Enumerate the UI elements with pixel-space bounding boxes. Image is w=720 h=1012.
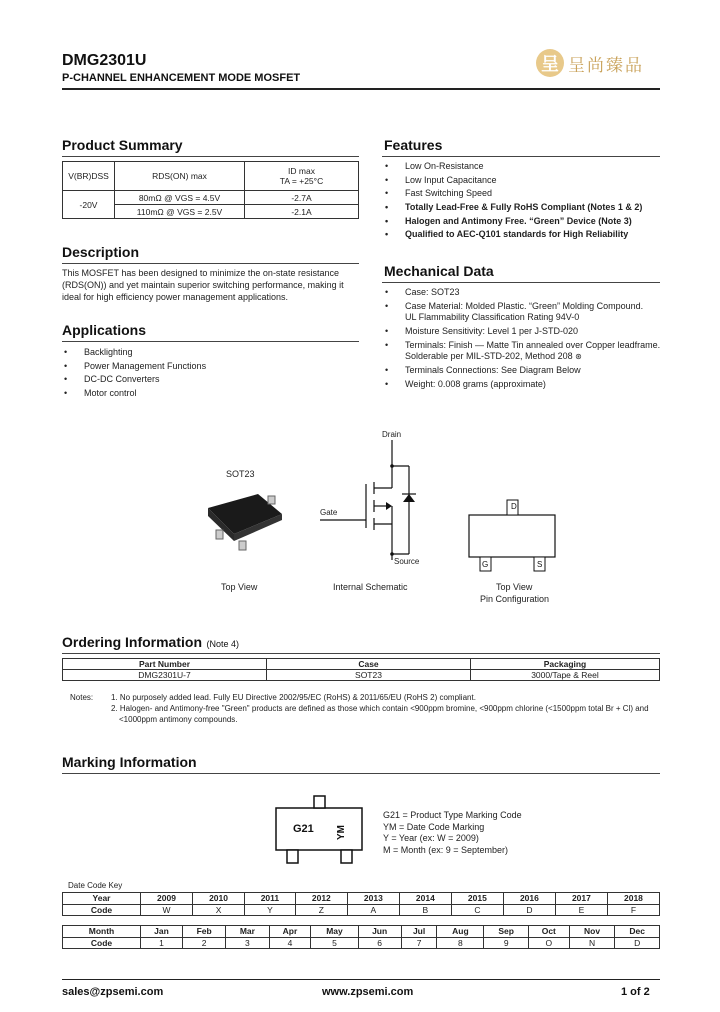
list-item: • Case: SOT23 [383, 286, 660, 300]
schematic-label: Internal Schematic [333, 582, 408, 592]
month-code-table [62, 925, 660, 949]
section-divider [62, 156, 359, 157]
rds-value: 110mΩ @ VGS = 2.5V [115, 205, 245, 219]
id-value: -2.7A [245, 191, 359, 205]
list-item: • Totally Lead-Free & Fully RoHS Compliant (Notes 1 & 2) [383, 201, 642, 215]
source-label: Source [394, 557, 420, 566]
gate-label: Gate [320, 508, 338, 517]
list-item: • Weight: 0.008 grams (approximate) [383, 378, 660, 392]
date-code-key-label: Date Code Key [68, 881, 123, 890]
table-row: DMG2301U-7 SOT23 3000/Tape & Reel [63, 670, 660, 681]
page-number: 1 of 2 [621, 986, 650, 998]
notes-label: Notes: [70, 693, 94, 702]
table-row: Month Jan Feb Mar Apr May Jun Jul Aug Sep Oct Nov Dec [63, 926, 660, 938]
list-item: • Moisture Sensitivity: Level 1 per J-STD-020 [383, 325, 660, 339]
pin-s-label: S [537, 560, 543, 569]
chip-marking-code: G21 [293, 823, 314, 835]
section-divider [62, 263, 359, 264]
marking-title: Marking Information [62, 754, 197, 770]
col-id: ID max TA = +25°C [245, 162, 359, 191]
section-divider [62, 773, 660, 774]
page-title: DMG2301U [62, 52, 147, 69]
table-row: Code 1 2 3 4 5 6 7 8 9 O N D [63, 937, 660, 949]
ordering-title-group [62, 634, 239, 652]
rds-value: 80mΩ @ VGS = 4.5V [115, 191, 245, 205]
col-rds: RDS(ON) max [115, 162, 245, 191]
footer-email-link[interactable]: sales@zpsemi.com [62, 986, 164, 998]
product-summary-title: Product Summary [62, 137, 183, 153]
footer-website-link[interactable]: www.zpsemi.com [322, 986, 414, 998]
pin-d-label: D [511, 502, 517, 511]
vbr-value: -20V [63, 191, 115, 219]
mechanical-list [383, 286, 660, 392]
logo-icon: 呈 [536, 49, 564, 77]
top-view-label: Top View [221, 582, 258, 592]
pin-config-label: Pin Configuration [480, 594, 550, 604]
chip-date-code: YM [336, 825, 347, 840]
table-row: Year 2009 2010 2011 2012 2013 2014 2015 2016 2017 2018 [63, 893, 660, 905]
marking-chip-drawing [274, 794, 366, 868]
list-item: • Motor control [62, 387, 206, 401]
notes-list: 1. No purposely added lead. Fully EU Directive 2002/95/EC (RoHS) & 2011/65/EU (RoHS 2) compliant. 2. Halogen- and Antimony-free "Green" products are defined as those which contain <900ppm bromine, <900ppm chlorine (<1500ppm total Br + Cl) and <1000ppm antimony compounds. [111, 693, 649, 724]
marking-legend: G21 = Product Type Marking Code YM = Date Code Marking Y = Year (ex: W = 2009) M = Month (ex: 9 = September) [383, 810, 522, 855]
features-list [383, 160, 642, 242]
sot23-label: SOT23 [226, 469, 255, 479]
list-item: • Terminals: Finish — Matte Tin annealed over Copper leadframe. [383, 339, 660, 353]
footer-divider [62, 979, 660, 980]
list-item-continued: Solderable per MIL-STD-202, Method 208 ⊛ [405, 351, 582, 362]
internal-schematic [316, 436, 426, 561]
features-title: Features [384, 137, 443, 153]
table-row: Code W X Y Z A B C D E F [63, 904, 660, 916]
list-item: • Low On-Resistance [383, 160, 642, 174]
list-item: • DC-DC Converters [62, 373, 206, 387]
list-item: • Case Material: Molded Plastic. “Green” Molding Compound. [383, 300, 660, 314]
list-item: • Fast Switching Speed [383, 187, 642, 201]
applications-list [62, 346, 206, 401]
list-item: • Backlighting [62, 346, 206, 360]
list-item-continued: UL Flammability Classification Rating 94V-0 [405, 312, 580, 323]
section-divider [382, 156, 660, 157]
section-divider [382, 282, 660, 283]
header-divider [62, 88, 660, 90]
list-item: • Qualified to AEC-Q101 standards for High Reliability [383, 228, 642, 242]
page-subtitle: P-CHANNEL ENHANCEMENT MODE MOSFET [62, 72, 301, 84]
year-code-table [62, 892, 660, 916]
list-item: • Power Management Functions [62, 360, 206, 374]
drain-label: Drain [382, 430, 402, 439]
ordering-table: Part Number Case Packaging DMG2301U-7 SOT23 3000/Tape & Reel [62, 658, 660, 681]
col-vbr: V(BR)DSS [63, 162, 115, 191]
description-title: Description [62, 244, 140, 260]
description-text: This MOSFET has been designed to minimize the on-state resistance (RDS(ON)) and yet maintain superior switching performance, making it ideal for high efficiency power management applications. [62, 268, 344, 302]
list-item: • Halogen and Antimony Free. “Green” Device (Note 3) [383, 215, 642, 229]
company-logo [536, 48, 656, 78]
section-divider [62, 653, 660, 654]
pb-free-icon: ⊛ [575, 352, 582, 362]
list-item: • Low Input Capacitance [383, 174, 642, 188]
logo-text: 呈尚臻品 [568, 55, 644, 76]
product-summary-table [62, 161, 359, 219]
list-item: • Terminals Connections: See Diagram Below [383, 364, 660, 378]
pin-g-label: G [482, 560, 489, 569]
section-divider [62, 341, 359, 342]
pin-top-view-label: Top View [496, 582, 533, 592]
ordering-note-ref: (Note 4) [206, 639, 239, 649]
applications-title: Applications [62, 322, 147, 338]
mechanical-title: Mechanical Data [384, 263, 494, 279]
id-value: -2.1A [245, 205, 359, 219]
ordering-title: Ordering Information [62, 634, 202, 650]
sot23-package-drawing [198, 486, 288, 556]
